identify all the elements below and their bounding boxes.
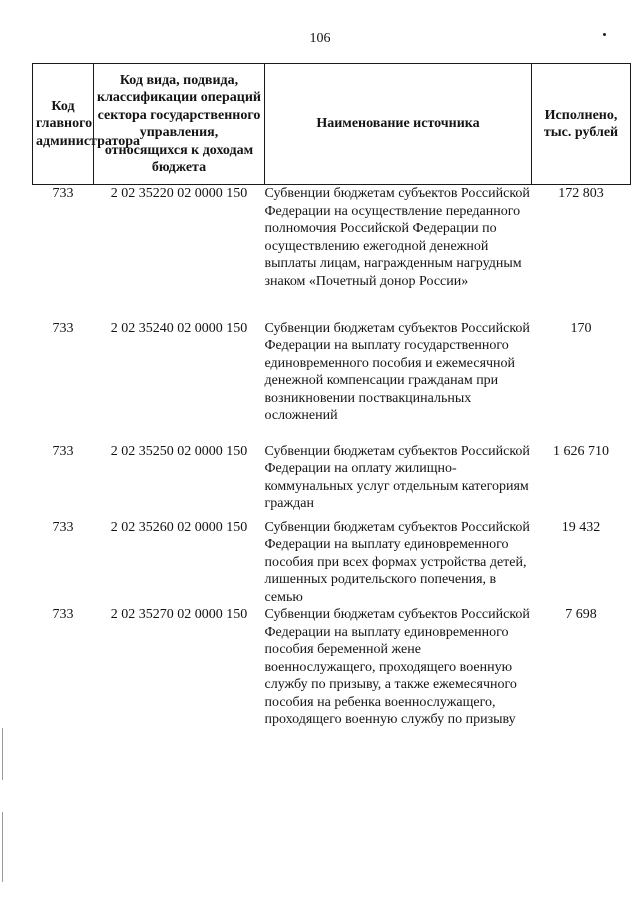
header-admin-code: Код главного администратора <box>33 64 94 185</box>
table-row <box>33 606 631 729</box>
table-row <box>33 443 631 519</box>
page-number: 106 <box>309 31 331 46</box>
budget-code-cell: 2 02 35260 02 0000 150 <box>110 519 248 535</box>
table-row <box>33 320 631 443</box>
scan-margin-line <box>2 728 3 780</box>
amount-cell: 1 626 710 <box>553 443 609 459</box>
admin-code-cell: 733 <box>52 443 74 459</box>
table-row <box>33 185 631 320</box>
table-row <box>33 519 631 607</box>
source-name-cell: Субвенции бюджетам субъектов Российской Федерации на осуществление переданного полномочия Российской Федерации по осуществлению ежегодной денежной выплаты лицам, награжденным нагрудным знаком «Почетный донор России» <box>264 186 530 289</box>
amount-cell: 7 698 <box>565 607 597 622</box>
budget-code-cell: 2 02 35220 02 0000 150 <box>110 186 248 201</box>
admin-code-cell: 733 <box>52 519 74 535</box>
header-amount: Исполнено, тыс. рублей <box>532 64 631 185</box>
admin-code-cell: 733 <box>52 320 74 336</box>
amount-cell: 170 <box>570 320 592 336</box>
header-source-name: Наименование источника <box>265 64 532 185</box>
amount-cell: 19 432 <box>561 519 601 535</box>
budget-code-cell: 2 02 35240 02 0000 150 <box>110 320 248 336</box>
amount-cell: 172 803 <box>558 186 604 201</box>
scan-margin-line <box>2 812 3 882</box>
budget-revenue-table <box>32 63 631 729</box>
source-name-cell: Субвенции бюджетам субъектов Российской Федерации на выплату единовременного пособия при всех формах устройства детей, лишенных родительского попечения, в семью <box>264 519 530 605</box>
budget-code-cell: 2 02 35270 02 0000 150 <box>110 607 248 622</box>
header-budget-code: Код вида, подвида, классификации операций сектора государственного управления, относящихся к доходам бюджета <box>94 64 265 185</box>
source-name-cell: Субвенции бюджетам субъектов Российской Федерации на выплату единовременного пособия беременной жене военнослужащего, проходящего военную службу по призыву, а также ежемесячного пособия на ребенка военнослужащего, проходящего военную службу по призыву <box>264 607 530 727</box>
scan-dot <box>603 33 606 36</box>
source-name-cell: Субвенции бюджетам субъектов Российской Федерации на оплату жилищно-коммунальных услуг отдельным категориям граждан <box>264 443 530 511</box>
table-header-row <box>33 64 631 185</box>
source-name-cell: Субвенции бюджетам субъектов Российской Федерации на выплату государственного единовременного пособия и ежемесячной денежной компенсации гражданам при возникновении поствакцинальных осложнений <box>264 320 530 423</box>
budget-code-cell: 2 02 35250 02 0000 150 <box>110 443 248 459</box>
admin-code-cell: 733 <box>52 607 74 622</box>
admin-code-cell: 733 <box>52 186 74 201</box>
